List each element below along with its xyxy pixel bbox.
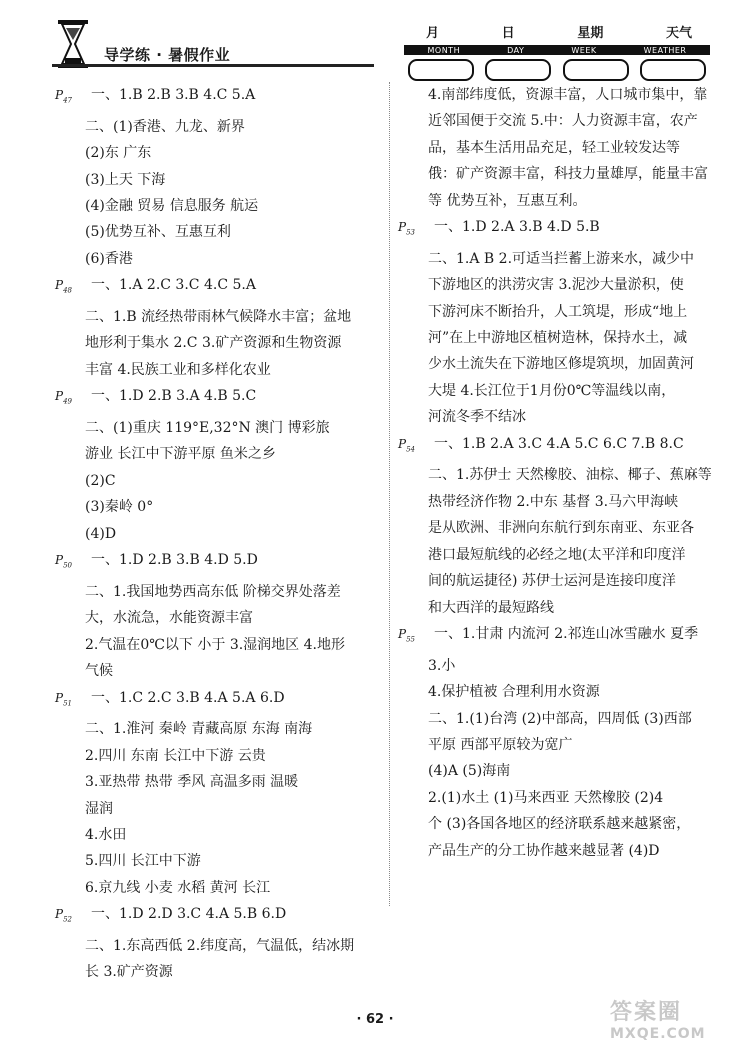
section-line (398, 621, 718, 653)
answer-line: (4)D (85, 525, 117, 542)
answer-line: (4)A (5)海南 (428, 763, 511, 780)
answer-line: 2.(1)水土 (1)马来西亚 天然橡胶 (2)4 (428, 789, 664, 806)
answer-line: 平原 西部平原较为宽广 (428, 736, 573, 753)
answer-line: 大堤 4.长江位于1月份0℃等温线以南， (428, 382, 676, 399)
page-reference-number: 50 (63, 561, 72, 570)
answer-line: 大，水流急，水能资源丰富 (85, 610, 253, 627)
answer-text: 一、1.D 2.B 3.B 4.D 5.D (91, 552, 258, 569)
answer-text: 一、1.B 2.A 3.C 4.A 5.C 6.C 7.B 8.C (434, 435, 684, 452)
answer-text: 一、1.A 2.C 3.C 4.C 5.A (91, 277, 256, 294)
answer-line: 近邻国便于交流 5.中：人力资源丰富，农产 (428, 113, 698, 130)
answer-line: 下游地区的洪涝灾害 3.泥沙大量淤积，使 (428, 277, 684, 294)
answer-line: 5.四川 长江中下游 (85, 853, 201, 870)
answer-line: 二、1.(1)台湾 (2)中部高，四周低 (3)西部 (428, 710, 692, 727)
answer-line: 下游河床不断抬升，人工筑堤，形成“地上 (428, 303, 688, 320)
page-reference: $P_{51}$ (55, 690, 72, 707)
answer-line: (3)上天 下海 (85, 171, 166, 188)
page-number: · 62 · (356, 1012, 394, 1027)
page-reference-number: 54 (406, 445, 415, 454)
watermark-bottom: MXQE.COM (610, 1026, 706, 1042)
answer-line: 丰富 4.民族工业和多样化农业 (85, 361, 271, 378)
section-line (55, 82, 380, 114)
weather-label: 天气 (665, 26, 692, 41)
section-line (398, 214, 718, 246)
month-label: 月 (426, 26, 440, 41)
answer-line: 二、1.A B 2.可适当拦蓄上游来水，减少中 (428, 250, 695, 267)
answer-line: (3)秦岭 0° (85, 499, 154, 516)
header-rule (52, 64, 374, 67)
watermark-logo (610, 1000, 740, 1048)
answer-line: 6.京九线 小麦 水稻 黄河 长江 (85, 879, 271, 896)
page-reference: $P_{49}$ (55, 389, 72, 406)
week-label: 星期 (577, 26, 604, 41)
day-field[interactable] (485, 59, 551, 81)
answer-text: 一、1.甘肃 内流河 2.祁连山冰雪融水 夏季 (434, 625, 699, 642)
section-line (55, 685, 380, 717)
answer-line: 气候 (85, 663, 113, 680)
page-reference: $P_{53}$ (398, 220, 415, 237)
page-reference: $P_{54}$ (398, 436, 415, 454)
month-en: MONTH (427, 45, 461, 55)
section-line (55, 383, 380, 415)
answer-line: 2.气温在0℃以下 小于 3.湿润地区 4.地形 (85, 636, 345, 653)
date-label-bar (404, 45, 710, 55)
answer-line: 二、1.我国地势西高东低 阶梯交界处落差 (85, 583, 341, 600)
answer-line: (4)金融 贸易 信息服务 航运 (85, 198, 259, 215)
answer-line: (5)优势互补、互惠互利 (85, 224, 231, 241)
week-field[interactable] (563, 59, 629, 81)
answer-text: 一、1.D 2.D 3.C 4.A 5.B 6.D (91, 906, 287, 923)
answer-line: 少水土流失在下游地区修堤筑坝，加固黄河 (428, 356, 694, 373)
answer-line: 和大西洋的最短路线 (428, 599, 554, 616)
answer-line: 长 3.矿产资源 (85, 964, 173, 981)
answer-line: 港口最短航线的必经之地(太平洋和印度洋 (428, 546, 686, 563)
answer-line: 二、(1)重庆 119°E,32°N 澳门 博彩旅 (85, 420, 330, 437)
answer-text: 一、1.C 2.C 3.B 4.A 5.A 6.D (91, 689, 285, 706)
answer-line: 俄：矿产资源丰富，科技力量雄厚，能量丰富 (428, 166, 708, 183)
answer-line: 是从欧洲、非洲向东航行到东南亚、东亚各 (428, 520, 694, 537)
answer-line: 4.南部纬度低，资源丰富，人口城市集中，靠 (428, 87, 708, 103)
page-reference-number: 55 (406, 635, 415, 644)
answer-line: 地形利于集水 2.C 3.矿产资源和生物资源 (85, 335, 342, 352)
hourglass-icon (52, 18, 94, 70)
answer-line: 2.四川 东南 长江中下游 云贵 (85, 747, 266, 764)
month-field[interactable] (408, 59, 474, 81)
column-divider (389, 82, 390, 906)
answer-line: 二、1.淮河 秦岭 青藏高原 东海 南海 (85, 721, 313, 738)
page-reference-number: 47 (63, 96, 72, 105)
page-reference: $P_{55}$ (398, 626, 415, 644)
answer-line: 二、(1)香港、九龙、新界 (85, 118, 245, 135)
answer-line: 个 (3)各国各地区的经济联系越来越紧密， (428, 816, 691, 833)
answer-line: 等 优势互补，互惠互利。 (428, 192, 587, 209)
date-fields (404, 22, 710, 80)
answer-text: 一、1.D 2.A 3.B 4.D 5.B (434, 219, 600, 236)
answer-line: (2)东 广东 (85, 145, 152, 162)
weather-en: WEATHER (643, 45, 687, 55)
answer-line: 4.保护植被 合理利用水资源 (428, 684, 600, 701)
answer-line: 产品生产的分工协作越来越显著 (4)D (428, 842, 660, 859)
day-en: DAY (507, 45, 525, 55)
page-reference: $P_{52}$ (55, 907, 72, 924)
section-line (398, 431, 718, 463)
book-header (52, 18, 372, 70)
section-line (55, 547, 380, 579)
answer-line: 游业 长江中下游平原 鱼米之乡 (85, 446, 276, 463)
answer-line: (6)香港 (85, 250, 133, 267)
answer-line: 品，基本生活用品充足，轻工业较发达等 (428, 139, 680, 156)
page-reference: $P_{48}$ (55, 278, 72, 295)
page-reference-number: 51 (63, 698, 72, 707)
answer-line: (2)C (85, 472, 116, 489)
page-reference-number: 52 (63, 915, 72, 924)
answer-line: 河流冬季不结冰 (428, 409, 526, 426)
left-column (55, 82, 380, 986)
book-title: 导学练 · 暑假作业 (104, 46, 231, 64)
section-line (55, 901, 380, 933)
weather-field[interactable] (640, 59, 706, 81)
answer-line: 二、1.东高西低 2.纬度高，气温低，结冰期 (85, 937, 355, 954)
day-label: 日 (501, 26, 515, 41)
right-column (398, 82, 718, 864)
answer-line: 二、1.B 流经热带雨林气候降水丰富；盆地 (85, 309, 352, 326)
answer-line: 间的航运捷径) 苏伊士运河是连接印度洋 (428, 573, 676, 590)
answer-line: 4.水田 (85, 826, 127, 843)
answer-line: 3.小 (428, 657, 456, 674)
answer-text: 一、1.B 2.B 3.B 4.C 5.A (91, 87, 256, 103)
answer-line: 热带经济作物 2.中东 基督 3.马六甲海峡 (428, 493, 679, 510)
page-reference-number: 48 (63, 286, 72, 295)
section-line (55, 272, 380, 304)
answer-text: 一、1.D 2.B 3.A 4.B 5.C (91, 388, 257, 405)
answer-line: 3.亚热带 热带 季风 高温多雨 温暖 (85, 774, 299, 791)
week-en: WEEK (571, 45, 597, 55)
answer-line: 二、1.苏伊士 天然橡胶、油棕、椰子、蕉麻等 (428, 467, 712, 484)
answer-line: 湿润 (85, 800, 113, 817)
watermark-top: 答案圈 (610, 1000, 683, 1025)
page-reference: $P_{47}$ (55, 88, 72, 105)
page-reference-number: 53 (406, 228, 415, 237)
answer-line: 河”在上中游地区植树造林，保持水土，减 (428, 330, 688, 347)
page-reference-number: 49 (63, 397, 72, 406)
page-reference: $P_{50}$ (55, 553, 72, 570)
